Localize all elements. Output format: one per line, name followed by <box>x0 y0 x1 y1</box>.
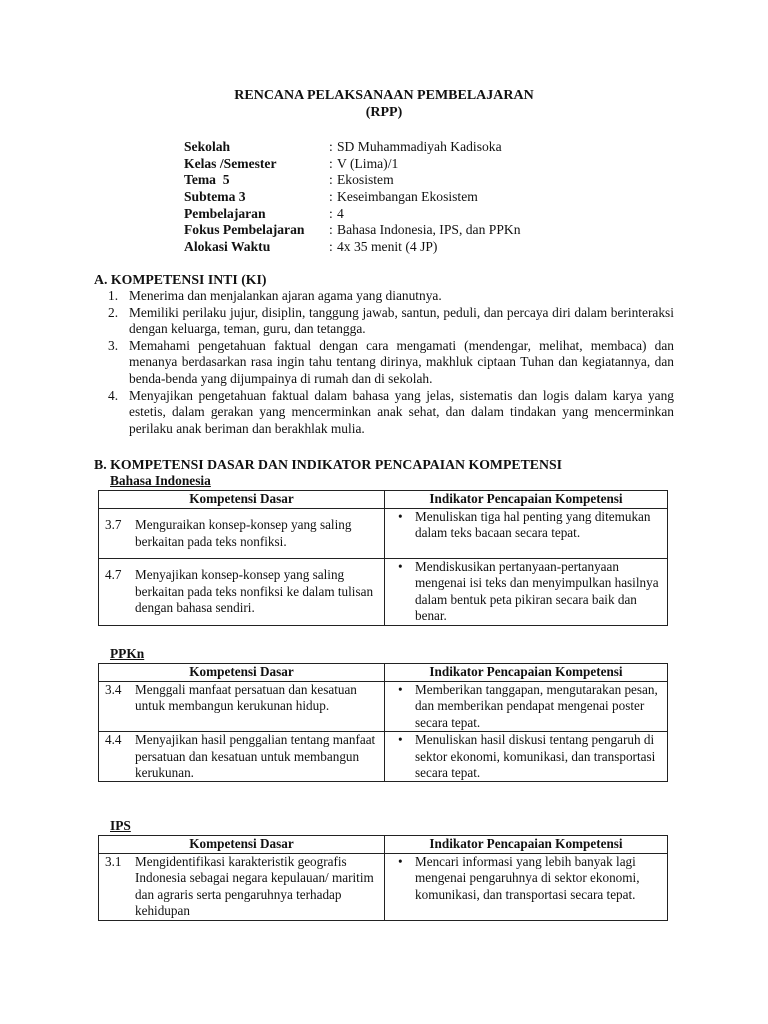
ki-item <box>108 338 674 388</box>
kd-text: Menyajikan konsep-konsep yang saling berkaitan pada teks nonfiksi ke dalam tulisan dengan bahasa sendiri. <box>135 567 374 616</box>
kd-item <box>103 682 380 715</box>
indicator-cell <box>385 509 668 559</box>
section-b-heading: B. KOMPETENSI DASAR DAN INDIKATOR PENCAPAIAN KOMPETENSI <box>94 457 562 472</box>
kd-item <box>103 567 380 616</box>
subject-ips: IPS <box>110 818 131 833</box>
ki-item <box>108 288 674 305</box>
table-header-row <box>99 836 668 854</box>
ki-text: Menyajikan pengetahuan faktual dalam bahasa yang jelas, sistematis dan logis dalam karya yang estetis, dalam gerakan yang mencerminkan anak sehat, dan dalam tindakan yang mencerminkan perilaku anak beriman dan berakhlak mulia. <box>129 387 674 436</box>
subject-bahasa-indonesia: Bahasa Indonesia <box>110 473 211 488</box>
kd-number: 3.1 <box>105 854 122 869</box>
bullet-icon: • <box>398 509 403 524</box>
kd-cell <box>99 559 385 626</box>
indicator-cell <box>385 854 668 921</box>
kd-text: Menguraikan konsep-konsep yang saling berkaitan pada teks nonfiksi. <box>135 517 352 549</box>
indicator-item <box>389 682 663 731</box>
table-row <box>99 559 668 626</box>
table-row <box>99 732 668 782</box>
column-header-indicator: Indikator Pencapaian Kompetensi <box>385 664 668 682</box>
table-header-row <box>99 664 668 682</box>
bullet-icon: • <box>398 732 403 748</box>
identity-colon: : <box>329 189 333 204</box>
ki-number: 1. <box>108 288 119 303</box>
kd-number: 3.7 <box>105 517 122 533</box>
kd-item <box>103 517 380 550</box>
identity-value: SD Muhammadiyah Kadisoka <box>337 139 502 154</box>
indicator-text: Mencari informasi yang lebih banyak lagi mengenai pengaruhnya di sektor ekonomi, komunikasi, dan transportasi secara tepat. <box>415 854 640 902</box>
identity-value: 4x 35 menit (4 JP) <box>337 239 438 254</box>
identity-value: 4 <box>337 206 344 221</box>
identity-label: Sekolah <box>184 139 231 154</box>
indicator-item <box>389 732 663 781</box>
indicator-cell <box>385 559 668 626</box>
indicator-cell <box>385 682 668 732</box>
table-header-row <box>99 491 668 509</box>
subject-ppkn: PPKn <box>110 646 145 661</box>
table-row <box>99 682 668 732</box>
section-a-heading: A. KOMPETENSI INTI (KI) <box>94 272 267 287</box>
kd-cell <box>99 732 385 782</box>
column-header-indicator: Indikator Pencapaian Kompetensi <box>385 491 668 509</box>
document-title: RENCANA PELAKSANAAN PEMBELAJARAN <box>234 88 534 103</box>
identity-colon: : <box>329 206 333 221</box>
identity-value: V (Lima)/1 <box>337 156 399 171</box>
kd-text: Mengidentifikasi karakteristik geografis Indonesia sebagai negara kepulauan/ maritim dan agraris serta pengaruhnya terhadap kehidupan <box>135 854 374 919</box>
kd-table-ppkn <box>98 663 668 782</box>
document-subtitle: (RPP) <box>365 105 403 120</box>
ki-text: Memiliki perilaku jujur, disiplin, tanggung jawab, santun, peduli, dan percaya diri dalam berinteraksi dengan keluarga, teman, guru, dan tetangga. <box>129 304 674 337</box>
indicator-item <box>389 854 663 903</box>
identity-colon: : <box>329 239 333 254</box>
kd-item <box>103 732 380 781</box>
identity-colon: : <box>329 222 333 237</box>
kd-table-bahasa-indonesia <box>98 490 668 626</box>
kd-number: 3.4 <box>105 682 122 697</box>
indicator-text: Mendiskusikan pertanyaan-pertanyaan mengenai isi teks dan menyimpulkan hasilnya dalam bentuk peta pikiran secara baik dan benar. <box>415 559 659 624</box>
identity-colon: : <box>329 156 333 171</box>
column-header-indicator: Indikator Pencapaian Kompetensi <box>385 836 668 854</box>
identity-label: Fokus Pembelajaran <box>184 222 305 237</box>
ki-number: 2. <box>108 304 119 320</box>
kd-table-ips <box>98 835 668 921</box>
column-header-kd: Kompetensi Dasar <box>99 836 385 854</box>
identity-colon: : <box>329 172 333 187</box>
kd-number: 4.7 <box>105 567 122 583</box>
indicator-text: Menuliskan hasil diskusi tentang pengaruh di sektor ekonomi, komunikasi, dan transportasi secara tepat. <box>415 732 656 781</box>
kd-cell <box>99 509 385 559</box>
ki-list <box>108 288 674 437</box>
indicator-text: Menuliskan tiga hal penting yang ditemukan dalam teks bacaan secara tepat. <box>415 509 651 541</box>
kd-item <box>103 854 380 920</box>
indicator-text: Memberikan tanggapan, mengutarakan pesan, dan memberikan pendapat mengenai poster secara tepat. <box>415 682 658 730</box>
kd-cell <box>99 854 385 921</box>
kd-cell <box>99 682 385 732</box>
bullet-icon: • <box>398 854 403 869</box>
identity-label: Tema 5 <box>184 172 230 187</box>
identity-value: Bahasa Indonesia, IPS, dan PPKn <box>337 222 521 237</box>
identity-value: Ekosistem <box>337 172 394 187</box>
identity-label: Alokasi Waktu <box>184 239 271 254</box>
table-row <box>99 509 668 559</box>
kd-number: 4.4 <box>105 732 122 748</box>
column-header-kd: Kompetensi Dasar <box>99 491 385 509</box>
identity-label: Kelas /Semester <box>184 156 277 171</box>
ki-item <box>108 305 674 338</box>
identity-label: Pembelajaran <box>184 206 266 221</box>
ki-number: 3. <box>108 337 119 353</box>
table-row <box>99 854 668 921</box>
column-header-kd: Kompetensi Dasar <box>99 664 385 682</box>
kd-text: Menyajikan hasil penggalian tentang manfaat persatuan dan kesatuan untuk membangun kerukunan. <box>135 732 376 781</box>
bullet-icon: • <box>398 682 403 697</box>
ki-number: 4. <box>108 387 119 403</box>
ki-text: Menerima dan menjalankan ajaran agama yang dianutnya. <box>129 288 442 303</box>
indicator-cell <box>385 732 668 782</box>
identity-colon: : <box>329 139 333 154</box>
indicator-item <box>389 559 663 625</box>
identity-label: Subtema 3 <box>184 189 246 204</box>
kd-text: Menggali manfaat persatuan dan kesatuan untuk membangun kerukunan hidup. <box>135 682 357 714</box>
identity-value: Keseimbangan Ekosistem <box>337 189 478 204</box>
ki-text: Memahami pengetahuan faktual dengan cara mengamati (mendengar, melihat, membaca) dan menanya berdasarkan rasa ingin tahu tentang dirinya, makhluk ciptaan Tuhan dan kegiatannya, dan benda-benda yang dijumpainya di rumah dan di sekolah. <box>129 337 674 386</box>
indicator-item <box>389 509 663 542</box>
bullet-icon: • <box>398 559 403 574</box>
ki-item <box>108 388 674 438</box>
